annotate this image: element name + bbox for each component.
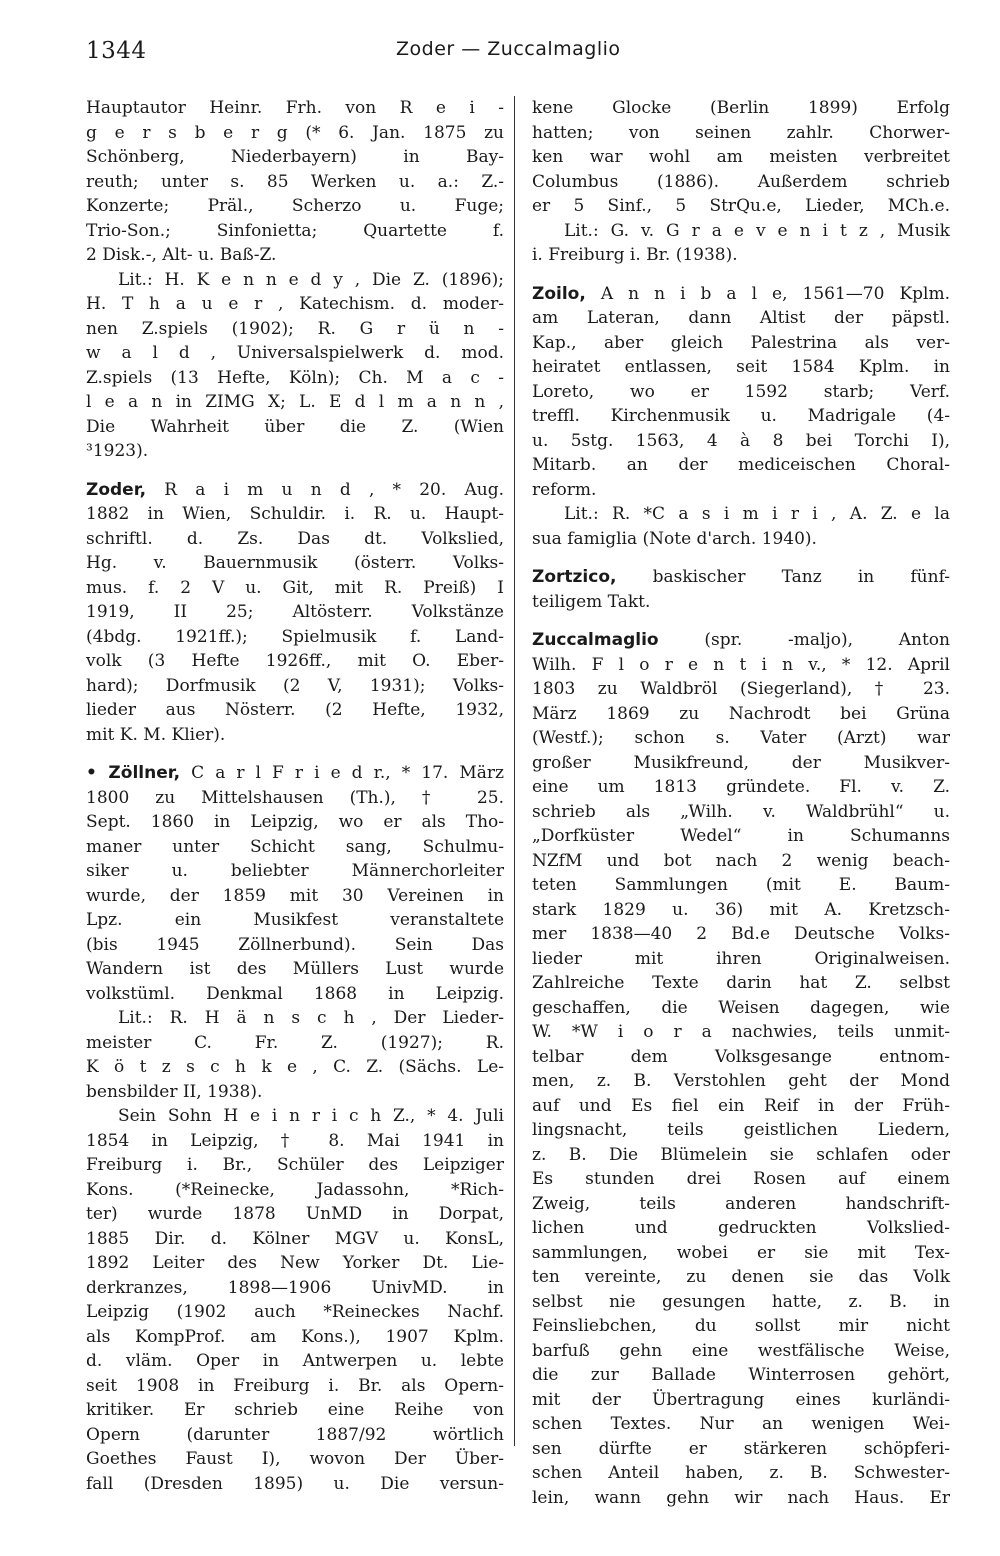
line-text: 1800 zu Mittelshausen (Th.), † 25. bbox=[86, 787, 504, 808]
line-text: A n n i b a l e, 1561—70 Kplm. bbox=[585, 283, 950, 304]
text-line bbox=[532, 751, 950, 776]
text-line bbox=[532, 849, 950, 874]
line-text: sua famiglia (Note d'arch. 1940). bbox=[532, 528, 817, 549]
line-text: W. *W i o r a nachwies, teils unmit- bbox=[532, 1022, 950, 1042]
line-text: Trio-Son.; Sinfonietta; Quartette f. bbox=[86, 220, 504, 241]
line-text: stark 1829 u. 36) mit A. Kretzsch- bbox=[532, 899, 950, 920]
line-text: am Lateran, dann Altist der päpstl. bbox=[532, 308, 950, 328]
text-line bbox=[532, 282, 950, 307]
text-line bbox=[86, 439, 504, 464]
line-text: u. 5stg. 1563, 4 à 8 bei Torchi I), bbox=[532, 430, 950, 451]
line-text: schriftl. d. Zs. Das dt. Volkslied, bbox=[86, 528, 504, 549]
line-text: z. B. Die Blümelein sie schlafen oder bbox=[532, 1144, 950, 1165]
line-text: Zahlreiche Texte darin hat Z. selbst bbox=[532, 973, 950, 993]
text-line bbox=[86, 1153, 504, 1178]
text-line bbox=[86, 1178, 504, 1203]
line-text: Schönberg, Niederbayern) in Bay- bbox=[86, 147, 504, 167]
text-line bbox=[86, 366, 504, 391]
line-text: März 1869 zu Nachrodt bei Grüna bbox=[532, 703, 950, 724]
line-text: treffl. Kirchenmusik u. Madrigale (4- bbox=[532, 406, 950, 426]
line-text: Leipzig (1902 auch *Reineckes Nachf. bbox=[86, 1302, 504, 1322]
text-line bbox=[532, 502, 950, 527]
line-text: nen Z.spiels (1902); R. G r ü n - bbox=[86, 318, 504, 339]
line-text: Zweig, teils anderen handschrift- bbox=[532, 1193, 950, 1214]
line-text: g e r s b e r g (* 6. Jan. 1875 zu bbox=[86, 122, 504, 143]
text-line bbox=[532, 1437, 950, 1462]
line-text: Hg. v. Bauernmusik (österr. Volks- bbox=[86, 553, 504, 573]
line-text: hatten; von seinen zahlr. Chorwer- bbox=[532, 122, 950, 143]
line-text: heiratet entlassen, seit 1584 Kplm. in bbox=[532, 357, 950, 377]
text-line bbox=[86, 1031, 504, 1056]
line-text: Wilh. F l o r e n t i n v., * 12. April bbox=[532, 654, 950, 675]
text-line bbox=[86, 341, 504, 366]
text-line bbox=[532, 1069, 950, 1094]
text-line bbox=[86, 96, 504, 121]
left-column bbox=[86, 96, 504, 1496]
line-text: teiligem Takt. bbox=[532, 591, 651, 612]
text-line bbox=[86, 317, 504, 342]
line-text: (4bdg. 1921ff.); Spielmusik f. Land- bbox=[86, 626, 504, 647]
text-line bbox=[86, 1080, 504, 1105]
text-line bbox=[86, 219, 504, 244]
text-line bbox=[532, 145, 950, 170]
line-text: Kons. (*Reinecke, Jadassohn, *Rich- bbox=[86, 1179, 504, 1200]
text-line bbox=[86, 649, 504, 674]
entry-headword: Zuccalmaglio bbox=[532, 630, 659, 650]
line-text: sammlungen, wobei er sie mit Tex- bbox=[532, 1242, 950, 1263]
line-text: Columbus (1886). Außerdem schrieb bbox=[532, 171, 950, 192]
line-text: bensbilder II, 1938). bbox=[86, 1081, 263, 1102]
line-text: Mitarb. an der mediceischen Choral- bbox=[532, 455, 950, 475]
line-text: „Dorfküster Wedel“ in Schumanns bbox=[532, 826, 950, 846]
text-line bbox=[86, 884, 504, 909]
line-text: Lit.: H. K e n n e d y , Die Z. (1896); bbox=[118, 269, 504, 290]
right-column bbox=[532, 96, 950, 1510]
text-line bbox=[86, 502, 504, 527]
text-line bbox=[532, 947, 950, 972]
entry-headword: • Zöllner, bbox=[86, 763, 181, 783]
text-line bbox=[532, 1486, 950, 1511]
line-text: kritiker. Er schrieb eine Reihe von bbox=[86, 1400, 504, 1420]
line-text: mus. f. 2 V u. Git, mit R. Preiß) I bbox=[86, 577, 504, 598]
line-text: 1919, II 25; Altösterr. Volkstänze bbox=[86, 602, 504, 622]
text-line bbox=[86, 145, 504, 170]
line-text: mer 1838—40 2 Bd.e Deutsche Volks- bbox=[532, 924, 950, 944]
line-text: hard); Dorfmusik (2 V, 1931); Volks- bbox=[86, 675, 504, 696]
line-text: w a l d , Universalspielwerk d. mod. bbox=[86, 343, 504, 363]
line-text: wurde, der 1859 mit 30 Vereinen in bbox=[86, 885, 504, 906]
text-line bbox=[532, 96, 950, 121]
line-text: C a r l F r i e d r., * 17. März bbox=[180, 763, 505, 783]
line-text: Feinsliebchen, du sollst mir nicht bbox=[532, 1316, 950, 1336]
text-line bbox=[532, 726, 950, 751]
line-text: Lit.: R. *C a s i m i r i , A. Z. e la bbox=[564, 504, 950, 524]
text-line bbox=[86, 957, 504, 982]
text-line bbox=[532, 922, 950, 947]
line-text: d. vläm. Oper in Antwerpen u. lebte bbox=[86, 1351, 504, 1371]
text-line bbox=[86, 835, 504, 860]
text-line bbox=[532, 1045, 950, 1070]
text-line bbox=[532, 873, 950, 898]
text-line bbox=[86, 243, 504, 268]
line-text: H. T h a u e r , Katechism. d. moder- bbox=[86, 294, 504, 314]
text-line bbox=[86, 723, 504, 748]
line-text: (bis 1945 Zöllnerbund). Sein Das bbox=[86, 934, 504, 955]
line-text: Wandern ist des Müllers Lust wurde bbox=[86, 959, 504, 979]
line-text: 1803 zu Waldbröl (Siegerland), † 23. bbox=[532, 679, 950, 699]
text-line bbox=[86, 268, 504, 293]
text-line bbox=[532, 1314, 950, 1339]
text-line bbox=[532, 404, 950, 429]
text-line bbox=[532, 996, 950, 1021]
text-line bbox=[532, 1118, 950, 1143]
line-text: selbst nie gesungen hatte, z. B. in bbox=[532, 1291, 950, 1312]
line-text: (spr. -maljo), Anton bbox=[658, 630, 950, 650]
line-text: Goethes Faust I), wovon Der Über- bbox=[86, 1449, 504, 1469]
text-line bbox=[86, 1300, 504, 1325]
line-text: ter) wurde 1878 UnMD in Dorpat, bbox=[86, 1204, 504, 1224]
text-line bbox=[86, 576, 504, 601]
text-line bbox=[532, 971, 950, 996]
line-text: R a i m u n d , * 20. Aug. bbox=[146, 479, 504, 500]
text-line bbox=[532, 677, 950, 702]
text-line bbox=[532, 478, 950, 503]
text-line bbox=[532, 565, 950, 590]
text-line bbox=[532, 1020, 950, 1045]
page-number: 1344 bbox=[86, 38, 147, 64]
line-text: lein, wann gehn wir nach Haus. Er bbox=[532, 1487, 950, 1508]
text-line bbox=[86, 478, 504, 503]
text-line bbox=[86, 1423, 504, 1448]
line-text: Es stunden drei Rosen auf einem bbox=[532, 1169, 950, 1189]
text-line bbox=[86, 674, 504, 699]
text-line bbox=[86, 1325, 504, 1350]
text-line bbox=[86, 1129, 504, 1154]
text-line bbox=[532, 702, 950, 727]
text-line bbox=[86, 933, 504, 958]
line-text: 2 Disk.-, Alt- u. Baß-Z. bbox=[86, 245, 277, 265]
line-text: eine um 1813 gründete. Fl. v. Z. bbox=[532, 777, 950, 797]
line-text: NZfM und bot nach 2 wenig beach- bbox=[532, 850, 950, 871]
line-text: lingsnacht, teils geistlichen Liedern, bbox=[532, 1120, 950, 1140]
line-text: Die Wahrheit über die Z. (Wien bbox=[86, 416, 504, 437]
text-line bbox=[532, 898, 950, 923]
text-line bbox=[86, 415, 504, 440]
text-line bbox=[532, 331, 950, 356]
text-line bbox=[86, 859, 504, 884]
text-line bbox=[86, 1104, 504, 1129]
text-line bbox=[532, 1412, 950, 1437]
text-line bbox=[532, 590, 950, 615]
line-text: Konzerte; Präl., Scherzo u. Fuge; bbox=[86, 196, 504, 216]
text-line bbox=[532, 1216, 950, 1241]
line-text: als KompProf. am Kons.), 1907 Kplm. bbox=[86, 1326, 504, 1347]
entry-headword: Zoilo, bbox=[532, 283, 586, 304]
line-text: auf und Es fiel ein Reif in der Früh- bbox=[532, 1095, 950, 1116]
text-line bbox=[532, 1265, 950, 1290]
line-text: men, z. B. Verstohlen geht der Mond bbox=[532, 1071, 950, 1091]
line-text: teten Sammlungen (mit E. Baum- bbox=[532, 875, 950, 895]
line-text: 1885 Dir. d. Kölner MGV u. KonsL, bbox=[86, 1228, 504, 1249]
line-text: Lit.: R. H ä n s c h , Der Lieder- bbox=[118, 1008, 504, 1028]
line-text: schrieb als „Wilh. v. Waldbrühl“ u. bbox=[532, 801, 950, 822]
running-head: Zoder — Zuccalmaglio bbox=[396, 38, 621, 60]
line-text: l e a n in ZIMG X; L. E d l m a n n , bbox=[86, 392, 504, 412]
line-text: geschaffen, die Weisen dagegen, wie bbox=[532, 997, 950, 1018]
text-line bbox=[532, 170, 950, 195]
text-line bbox=[532, 775, 950, 800]
line-text: reform. bbox=[532, 479, 597, 500]
line-text: ³1923). bbox=[86, 441, 149, 461]
line-text: ken war wohl am meisten verbreitet bbox=[532, 147, 950, 167]
line-text: schen Anteil haben, z. B. Schwester- bbox=[532, 1463, 950, 1483]
text-line bbox=[532, 527, 950, 552]
line-text: K ö t z s c h k e , C. Z. (Sächs. Le- bbox=[86, 1057, 504, 1077]
line-text: Loreto, wo er 1592 starb; Verf. bbox=[532, 381, 950, 402]
text-line bbox=[86, 551, 504, 576]
text-line bbox=[86, 698, 504, 723]
line-text: telbar dem Volksgesange entnom- bbox=[532, 1046, 950, 1067]
text-line bbox=[86, 1349, 504, 1374]
text-line bbox=[532, 628, 950, 653]
text-line bbox=[532, 1094, 950, 1119]
entry-headword: Zortzico, bbox=[532, 567, 617, 587]
entry-headword: Zoder, bbox=[86, 479, 147, 500]
line-text: fall (Dresden 1895) u. Die versun- bbox=[86, 1473, 504, 1494]
line-text: Lit.: G. v. G r a e v e n i t z , Musik bbox=[564, 220, 950, 241]
text-line bbox=[86, 810, 504, 835]
line-text: barfuß gehn eine westfälische Weise, bbox=[532, 1340, 950, 1361]
line-text: reuth; unter s. 85 Werken u. a.: Z.- bbox=[86, 171, 504, 192]
line-text: maner unter Schicht sang, Schulmu- bbox=[86, 836, 504, 857]
text-line bbox=[86, 1006, 504, 1031]
line-text: lichen und gedruckten Volkslied- bbox=[532, 1218, 950, 1238]
line-text: Freiburg i. Br., Schüler des Leipziger bbox=[86, 1155, 504, 1175]
text-line bbox=[532, 243, 950, 268]
text-line bbox=[532, 380, 950, 405]
text-line bbox=[86, 625, 504, 650]
text-line bbox=[86, 1398, 504, 1423]
text-line bbox=[86, 390, 504, 415]
text-line bbox=[86, 527, 504, 552]
text-line bbox=[532, 824, 950, 849]
text-line bbox=[532, 429, 950, 454]
text-line bbox=[86, 786, 504, 811]
line-text: lieder aus Nösterr. (2 Hefte, 1932, bbox=[86, 700, 504, 720]
line-text: ten vereinte, zu denen sie das Volk bbox=[532, 1267, 950, 1287]
text-line bbox=[532, 355, 950, 380]
text-line bbox=[532, 306, 950, 331]
line-text: Sept. 1860 in Leipzig, wo er als Tho- bbox=[86, 812, 504, 832]
text-line bbox=[532, 1461, 950, 1486]
text-line bbox=[532, 800, 950, 825]
line-text: kene Glocke (Berlin 1899) Erfolg bbox=[532, 98, 950, 118]
line-text: sen dürfte er stärkeren schöpferi- bbox=[532, 1438, 950, 1459]
line-text: lieder mit ihren Originalweisen. bbox=[532, 948, 950, 969]
text-line bbox=[86, 121, 504, 146]
text-line bbox=[532, 121, 950, 146]
text-line bbox=[86, 1055, 504, 1080]
line-text: mit der Übertragung eines kurländi- bbox=[532, 1389, 950, 1410]
line-text: meister C. Fr. Z. (1927); R. bbox=[86, 1032, 504, 1053]
text-line bbox=[86, 170, 504, 195]
line-text: Z.spiels (13 Hefte, Köln); Ch. M a c - bbox=[86, 367, 504, 388]
text-line bbox=[86, 1374, 504, 1399]
line-text: Lpz. ein Musikfest veranstaltete bbox=[86, 910, 504, 930]
line-text: i. Freiburg i. Br. (1938). bbox=[532, 245, 738, 265]
line-text: Kap., aber gleich Palestrina als ver- bbox=[532, 332, 950, 353]
text-line bbox=[86, 761, 504, 786]
line-text: Opern (darunter 1887/92 wörtlich bbox=[86, 1424, 504, 1445]
text-line bbox=[86, 1202, 504, 1227]
line-text: 1854 in Leipzig, † 8. Mai 1941 in bbox=[86, 1130, 504, 1151]
line-text: großer Musikfreund, der Musikver- bbox=[532, 752, 950, 773]
line-text: mit K. M. Klier). bbox=[86, 724, 226, 745]
text-line bbox=[532, 653, 950, 678]
text-line bbox=[532, 194, 950, 219]
text-line bbox=[532, 1167, 950, 1192]
text-line bbox=[86, 194, 504, 219]
text-line bbox=[532, 1290, 950, 1315]
line-text: volk (3 Hefte 1926ff., mit O. Eber- bbox=[86, 651, 504, 671]
line-text: seit 1908 in Freiburg i. Br. als Opern- bbox=[86, 1375, 504, 1396]
text-line bbox=[532, 219, 950, 244]
text-line bbox=[86, 292, 504, 317]
line-text: Sein Sohn H e i n r i c h Z., * 4. Juli bbox=[118, 1106, 504, 1126]
line-text: 1892 Leiter des New Yorker Dt. Lie- bbox=[86, 1253, 504, 1273]
column-divider bbox=[514, 96, 515, 1446]
text-line bbox=[86, 1447, 504, 1472]
text-line bbox=[86, 1472, 504, 1497]
text-line bbox=[532, 1143, 950, 1168]
line-text: siker u. beliebter Männerchorleiter bbox=[86, 861, 504, 881]
text-line bbox=[532, 1192, 950, 1217]
line-text: derkranzes, 1898—1906 UnivMD. in bbox=[86, 1277, 504, 1298]
line-text: volkstüml. Denkmal 1868 in Leipzig. bbox=[86, 983, 504, 1004]
line-text: Hauptautor Heinr. Frh. von R e i - bbox=[86, 98, 504, 118]
text-line bbox=[532, 1388, 950, 1413]
text-line bbox=[532, 1241, 950, 1266]
text-line bbox=[86, 1251, 504, 1276]
line-text: schen Textes. Nur an wenigen Wei- bbox=[532, 1414, 950, 1434]
line-text: die zur Ballade Winterrosen gehört, bbox=[532, 1365, 950, 1385]
line-text: (Westf.); schon s. Vater (Arzt) war bbox=[532, 728, 950, 748]
text-line bbox=[532, 1339, 950, 1364]
line-text: er 5 Sinf., 5 StrQu.e, Lieder, MCh.e. bbox=[532, 196, 950, 216]
line-text: 1882 in Wien, Schuldir. i. R. u. Haupt- bbox=[86, 504, 504, 524]
text-line bbox=[532, 1363, 950, 1388]
text-line bbox=[532, 453, 950, 478]
text-line bbox=[86, 982, 504, 1007]
text-line bbox=[86, 600, 504, 625]
text-line bbox=[86, 1276, 504, 1301]
text-line bbox=[86, 1227, 504, 1252]
text-line bbox=[86, 908, 504, 933]
line-text: baskischer Tanz in fünf- bbox=[616, 567, 950, 587]
